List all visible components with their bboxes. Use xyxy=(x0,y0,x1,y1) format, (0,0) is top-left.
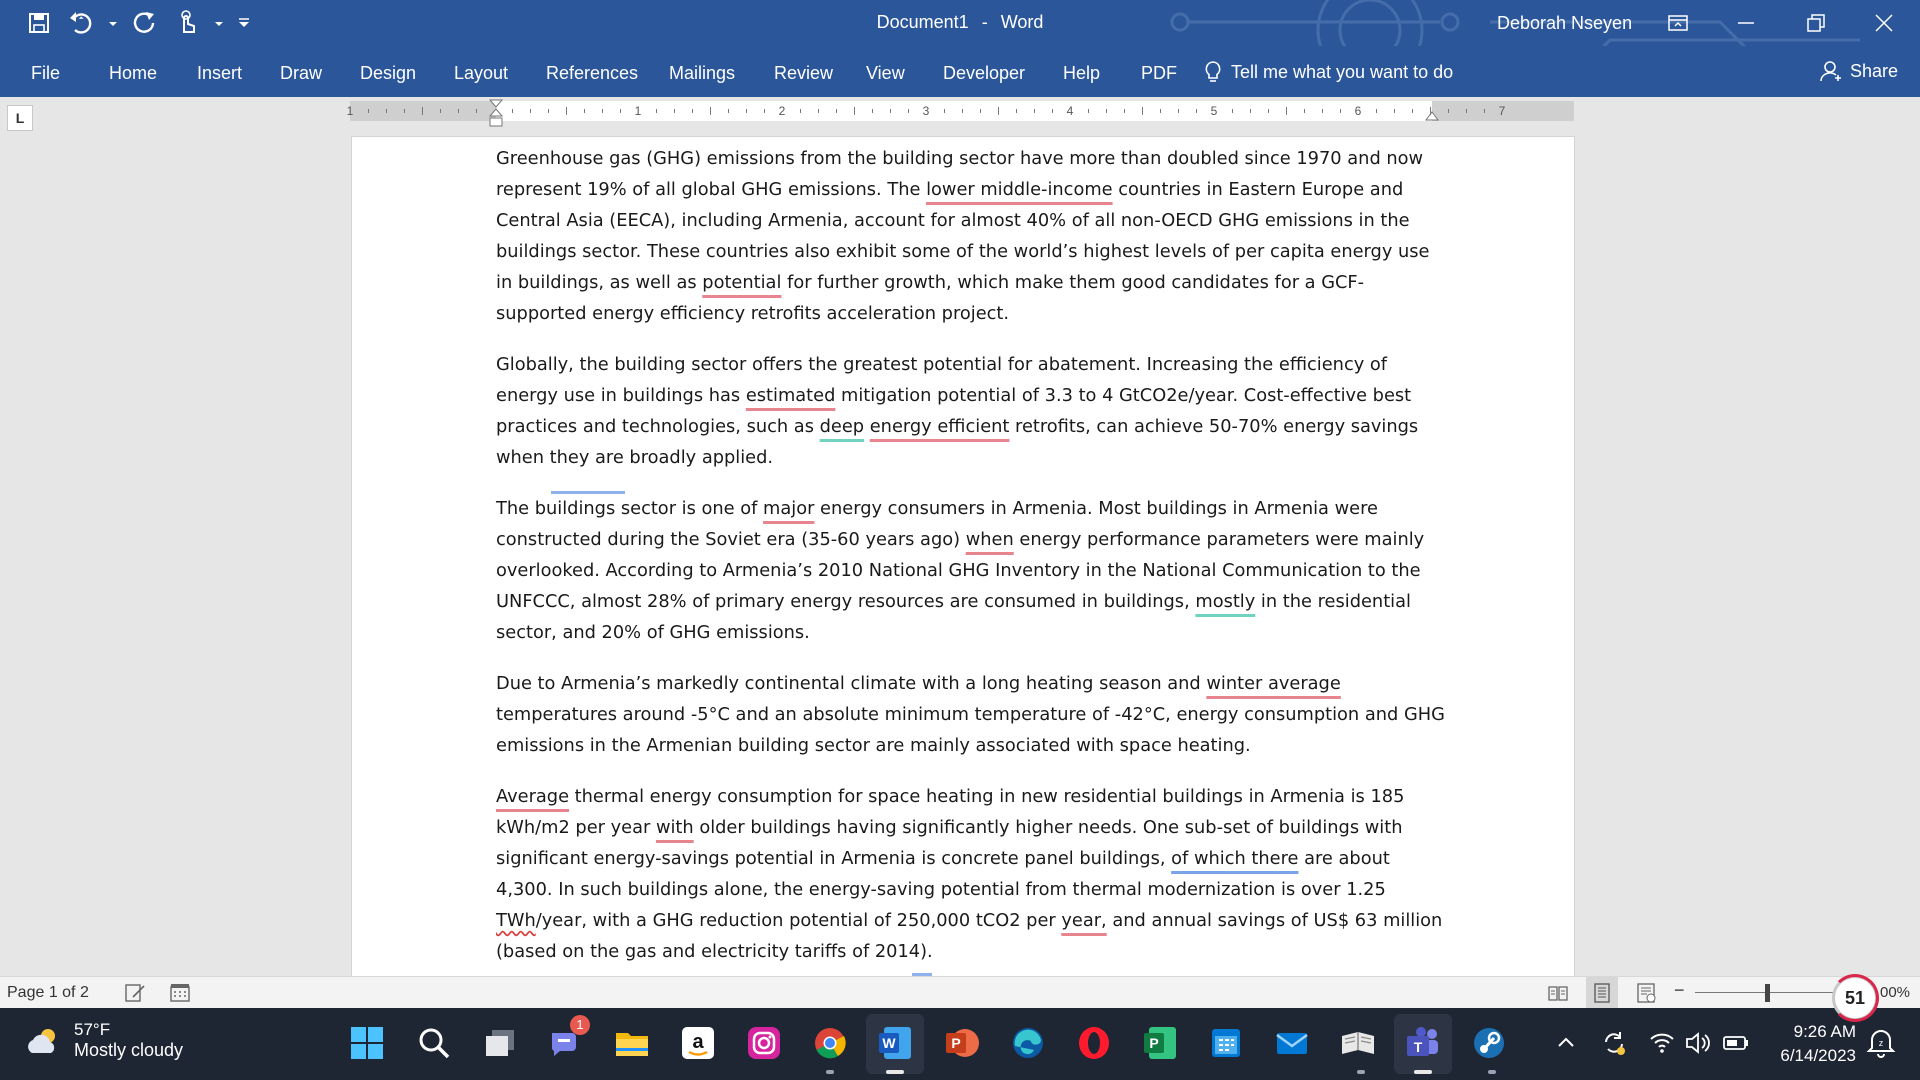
edge-icon xyxy=(1009,1024,1047,1062)
indent-markers[interactable] xyxy=(489,99,503,129)
battery-icon[interactable] xyxy=(1722,1028,1750,1058)
file-explorer-button[interactable] xyxy=(610,1021,654,1065)
ruler-tick xyxy=(548,109,549,113)
text-run: Greenhouse gas (GHG) emissions from the building sector have more than doubled since 1970 and now represent 19% of all global GHG emissions. The xyxy=(496,148,1424,200)
text-run: are about 4,300. In such buildings alone, the energy-saving potential from thermal modernization is over 1.25 xyxy=(496,848,1390,900)
ruler-tick xyxy=(944,109,945,113)
text-run: older buildings having significantly higher needs. One sub-set of buildings with significant energy-savings potential in Armenia is concrete panel buildings, xyxy=(496,817,1403,869)
ruler-tick xyxy=(1484,109,1485,113)
document-page[interactable] xyxy=(352,137,1574,976)
document-body[interactable] xyxy=(496,143,1451,976)
text-run: Globally, the building sector offers the greatest potential for abatement. Increasing the efficiency of energy use in buildings has xyxy=(496,354,1388,406)
ruler-tick xyxy=(1448,109,1449,113)
ruler-tick xyxy=(1340,109,1341,113)
tab-insert[interactable]: Insert xyxy=(197,63,243,83)
book-icon xyxy=(1339,1024,1377,1062)
word-button[interactable] xyxy=(873,1021,917,1065)
ruler-tick xyxy=(1286,107,1287,115)
ruler-tick xyxy=(854,107,855,115)
amazon-button[interactable] xyxy=(676,1021,720,1065)
proofing-marked-text: estimated xyxy=(745,385,836,406)
ruler-tick xyxy=(890,109,891,113)
share-button[interactable] xyxy=(1820,60,1898,82)
tell-me-label: Tell me what you want to do xyxy=(1231,61,1454,82)
mail-button[interactable] xyxy=(1270,1021,1314,1065)
ruler-number: 5 xyxy=(1210,104,1218,118)
svg-text:a: a xyxy=(692,1031,704,1053)
tab-review[interactable]: Review xyxy=(774,63,834,83)
proofing-marked-text: lower middle-income xyxy=(926,179,1113,200)
ruler-tick xyxy=(512,109,513,113)
ruler-number: 6 xyxy=(1354,104,1362,118)
proofing-marked-text: TWh xyxy=(496,910,536,931)
text-run: Due to Armenia’s markedly continental climate with a long heating season and xyxy=(496,673,1207,694)
ruler-tick xyxy=(1052,109,1053,113)
tab-draw[interactable]: Draw xyxy=(280,63,323,83)
tab-help[interactable]: Help xyxy=(1063,63,1101,83)
text-run: in the residential sector, and 20% of GHG emissions. xyxy=(496,591,1411,643)
ruler-number: 1 xyxy=(634,104,642,118)
minimize-button[interactable] xyxy=(1716,0,1776,46)
ruler-tick xyxy=(1196,109,1197,113)
app-name: Word xyxy=(1000,12,1044,32)
system-clock[interactable] xyxy=(1766,1020,1856,1068)
document-name: Document1 xyxy=(876,12,969,32)
ruler-tick xyxy=(584,109,585,113)
ruler-tick xyxy=(404,109,405,113)
title-bar xyxy=(0,0,1920,46)
instagram-icon xyxy=(745,1024,783,1062)
person-share-icon xyxy=(1820,60,1842,82)
title-separator: - xyxy=(981,12,988,32)
instagram-button[interactable] xyxy=(742,1021,786,1065)
ruler-tick xyxy=(530,109,531,113)
text-run: for further growth, which make them good candidates for a GCF-supported energy efficiency retrofits acceleration project. xyxy=(496,272,1365,324)
edge-button[interactable] xyxy=(1006,1021,1050,1065)
notification-badge: 1 xyxy=(570,1015,590,1035)
zoom-slider-thumb[interactable] xyxy=(1765,984,1770,1002)
ruler-tick xyxy=(1268,109,1269,113)
svg-text:P: P xyxy=(1149,1035,1159,1051)
ruler-tick xyxy=(998,107,999,115)
ruler-tick xyxy=(872,109,873,113)
ruler-tick xyxy=(1376,109,1377,113)
show-hidden-icons-icon[interactable] xyxy=(1556,1028,1576,1058)
task-view-button[interactable] xyxy=(478,1021,522,1065)
ruler-tick xyxy=(1304,109,1305,113)
ruler-tick xyxy=(656,109,657,113)
tab-view[interactable]: View xyxy=(866,63,905,83)
tab-selector[interactable]: L xyxy=(7,105,33,131)
tab-mailings[interactable]: Mailings xyxy=(669,63,736,83)
ruler-tick xyxy=(458,109,459,113)
ruler-tick xyxy=(962,109,963,113)
volume-icon[interactable] xyxy=(1684,1028,1712,1058)
horizontal-ruler[interactable] xyxy=(346,101,1574,121)
folder-icon xyxy=(613,1024,651,1062)
steam-button[interactable] xyxy=(1467,1021,1511,1065)
tell-me-search[interactable] xyxy=(1203,60,1453,84)
tab-references[interactable]: References xyxy=(546,63,639,83)
document-canvas xyxy=(0,135,1920,976)
opera-icon xyxy=(1075,1024,1113,1062)
proofing-marked-text: with xyxy=(655,817,694,838)
status-bar xyxy=(0,976,1920,1009)
close-icon xyxy=(1873,12,1895,34)
svg-text:P: P xyxy=(951,1035,961,1051)
ruler-tick xyxy=(800,109,801,113)
proofing-marked-text: year, xyxy=(1061,910,1107,931)
paragraph[interactable] xyxy=(496,781,1451,967)
ruler-number: 2 xyxy=(778,104,786,118)
weather-condition: Mostly cloudy xyxy=(74,1040,184,1060)
amazon-icon xyxy=(679,1024,717,1062)
ruler-tick xyxy=(1088,109,1089,113)
ruler-tick xyxy=(746,109,747,113)
ruler-tick xyxy=(710,107,711,115)
ruler-tick xyxy=(908,109,909,113)
proofing-marked-text: energy efficient xyxy=(869,416,1010,437)
restore-button[interactable] xyxy=(1786,0,1846,46)
ribbon-display-options-button[interactable] xyxy=(1648,0,1708,46)
ruler-tick xyxy=(692,109,693,113)
proofing-marked-text: Average xyxy=(496,786,570,807)
search-button[interactable] xyxy=(412,1021,456,1065)
ruler-tick xyxy=(728,109,729,113)
wifi-icon[interactable] xyxy=(1648,1028,1676,1058)
text-run: mitigation potential of 3.3 to 4 GtCO2e/year. Cost-effective best practices and technologies, such as xyxy=(496,385,1412,437)
ruler-tick xyxy=(674,109,675,113)
ruler-tick xyxy=(1430,107,1431,115)
overlay-badge[interactable]: 51 xyxy=(1832,975,1878,1021)
ruler-tick xyxy=(836,109,837,113)
opera-button[interactable] xyxy=(1072,1021,1116,1065)
search-icon xyxy=(415,1024,453,1062)
svg-text:T: T xyxy=(1413,1039,1423,1055)
word-icon xyxy=(876,1024,914,1062)
restore-icon xyxy=(1805,12,1827,34)
text-run: and annual savings of US$ 63 million (based on the gas and electricity tariffs of 2014). xyxy=(496,910,1443,962)
proofing-marked-text: major xyxy=(763,498,815,519)
tab-home[interactable]: Home xyxy=(109,63,158,83)
accessibility-icon[interactable] xyxy=(169,982,191,1004)
right-indent-marker[interactable] xyxy=(1425,111,1439,123)
read-mode-icon[interactable] xyxy=(1547,982,1569,1004)
account-name[interactable]: Deborah Nseyen xyxy=(1497,13,1633,33)
weather-widget[interactable] xyxy=(24,1020,183,1061)
chrome-icon xyxy=(811,1024,849,1062)
taskbar xyxy=(0,1008,1920,1080)
powerpoint-button[interactable] xyxy=(940,1021,984,1065)
start-button[interactable] xyxy=(345,1021,389,1065)
zoom-out-button[interactable]: − xyxy=(1674,980,1685,1000)
text-run: energy consumers in Armenia. Most buildings in Armenia were constructed during the Soviet era (35-60 years ago) xyxy=(496,498,1378,550)
tab-pdf[interactable]: PDF xyxy=(1141,63,1177,83)
zoom-percent[interactable]: 00% xyxy=(1880,984,1911,1001)
close-button[interactable] xyxy=(1854,0,1914,46)
lightbulb-icon xyxy=(1203,60,1223,84)
calendar-icon xyxy=(1207,1024,1245,1062)
ruler-tick xyxy=(440,109,441,113)
proofing-marked-text: mostly xyxy=(1195,591,1256,612)
text-run: temperatures around -5°C and an absolute minimum temperature of -42°C, energy consumption and GHG emissions in the Armenian building sector are mainly associated with space heating. xyxy=(496,704,1445,756)
ruler-tick xyxy=(764,109,765,113)
powerpoint-icon xyxy=(943,1024,981,1062)
project-icon xyxy=(1141,1024,1179,1062)
ruler-tick xyxy=(980,109,981,113)
ribbon-display-icon xyxy=(1667,12,1689,34)
teams-chat-button[interactable] xyxy=(544,1017,588,1065)
ruler-tick xyxy=(818,109,819,113)
ruler-number: 4 xyxy=(1066,104,1074,118)
text-run: /year, with a GHG reduction potential of 250,000 tCO2 per xyxy=(535,910,1062,931)
ruler-tick xyxy=(1322,109,1323,113)
proofing-marked-text: when xyxy=(965,529,1014,550)
ruler-tick xyxy=(1034,109,1035,113)
ruler-tick xyxy=(620,109,621,113)
steam-icon xyxy=(1470,1024,1508,1062)
ruler-tick xyxy=(1106,109,1107,113)
ruler-tick xyxy=(422,107,423,115)
project-button[interactable] xyxy=(1138,1021,1182,1065)
ruler-tick xyxy=(1124,109,1125,113)
ruler-number: 1 xyxy=(346,104,354,118)
proofing-icon[interactable] xyxy=(124,982,146,1004)
teams-button[interactable] xyxy=(1401,1021,1445,1065)
minimize-icon xyxy=(1735,12,1757,34)
ruler-number: 7 xyxy=(1498,104,1506,118)
ruler-tick xyxy=(1178,109,1179,113)
reader-button[interactable] xyxy=(1336,1021,1380,1065)
cloudy-weather-icon xyxy=(24,1025,62,1057)
text-run: countries in Eastern Europe and Central Asia (EECA), including Armenia, account for almost 40% of all non-OECD GHG emissions in the buildings sector. These countries also exhibit some of the world’s highest levels of per capita energy use in buildings, as well as xyxy=(496,179,1430,293)
task-view-icon xyxy=(481,1024,519,1062)
ruler-tick xyxy=(566,107,567,115)
ruler-tick xyxy=(386,109,387,113)
text-run: retrofits, can achieve 50-70% energy savings when they are broadly applied. xyxy=(496,416,1419,468)
paragraph[interactable] xyxy=(496,493,1451,648)
text-run: energy performance parameters were mainly overlooked. According to Armenia’s 2010 National GHG Inventory in the National Communication to the UNFCCC, almost 28% of primary energy resources are consumed in buildings, xyxy=(496,529,1425,612)
proofing-marked-text: potential xyxy=(702,272,782,293)
text-run: thermal energy consumption for space heating in new residential buildings in Armenia is 185 kWh/m2 per year xyxy=(496,786,1405,838)
sync-icon[interactable] xyxy=(1600,1028,1628,1058)
page-count[interactable]: Page 1 of 2 xyxy=(7,984,89,1001)
teams-icon xyxy=(1404,1024,1442,1062)
svg-text:z: z xyxy=(1878,1038,1884,1048)
share-label: Share xyxy=(1850,60,1899,81)
paragraph[interactable] xyxy=(496,349,1451,473)
temperature: 57°F xyxy=(74,1020,111,1039)
text-run: The buildings sector is one of xyxy=(496,498,764,519)
ruler-tick xyxy=(1160,109,1161,113)
mail-icon xyxy=(1273,1024,1311,1062)
ruler-tick xyxy=(476,109,477,113)
proofing-marked-text: of which there xyxy=(1171,848,1299,869)
grammar-mark xyxy=(551,491,625,494)
ruler-tick xyxy=(1232,109,1233,113)
proofing-marked-text: deep xyxy=(819,416,865,437)
paragraph[interactable] xyxy=(496,143,1451,329)
clock-time: 9:26 AM xyxy=(1793,1022,1856,1041)
ruler-tick xyxy=(1466,109,1467,113)
ruler-tick xyxy=(1250,109,1251,113)
ruler-tick xyxy=(1412,109,1413,113)
ruler-area xyxy=(0,97,1920,135)
tab-file[interactable]: File xyxy=(31,63,61,83)
web-layout-icon[interactable] xyxy=(1636,982,1658,1004)
outlook-calendar-button[interactable] xyxy=(1204,1021,1248,1065)
ruler-tick xyxy=(1394,109,1395,113)
ruler-tick xyxy=(602,109,603,113)
ruler-tick xyxy=(368,109,369,113)
clock-date: 6/14/2023 xyxy=(1780,1046,1856,1065)
print-layout-icon[interactable] xyxy=(1591,982,1613,1004)
ruler-number: 3 xyxy=(922,104,930,118)
notification-center-icon[interactable] xyxy=(1866,1026,1896,1060)
proofing-marked-text: winter average xyxy=(1206,673,1341,694)
ruler-tick xyxy=(1142,107,1143,115)
ruler-tick xyxy=(1016,109,1017,113)
ribbon-tabs xyxy=(0,46,1920,97)
tab-design[interactable]: Design xyxy=(360,63,417,83)
windows-logo-icon xyxy=(348,1024,386,1062)
chrome-button[interactable] xyxy=(808,1021,852,1065)
paragraph[interactable] xyxy=(496,668,1451,761)
svg-text:W: W xyxy=(882,1035,896,1051)
tab-layout[interactable]: Layout xyxy=(454,63,509,83)
tab-developer[interactable]: Developer xyxy=(943,63,1026,83)
